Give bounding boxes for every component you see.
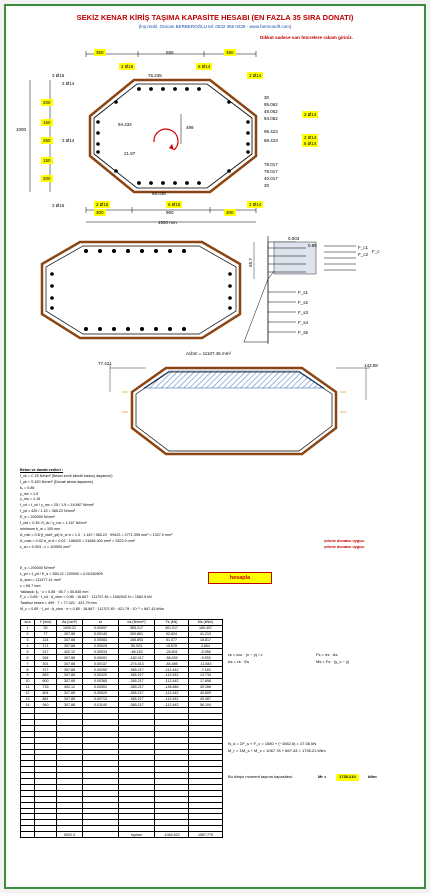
table-cell: -84.485: [155, 661, 189, 667]
table-cell: 40.809: [189, 690, 223, 696]
bar-top-1[interactable]: 2 Ø16: [121, 64, 134, 69]
table-cell: 401.017: [155, 625, 189, 631]
force-fs3: F_s3: [298, 310, 309, 315]
mat-row-7: f_yd = 420 / 1.15 = 365.22 N/mm²: [20, 509, 76, 514]
table-cell: 17.898: [189, 678, 223, 684]
footer-label: toplam: [119, 832, 155, 838]
dim-bottom-left[interactable]: 300: [96, 210, 104, 215]
table-cell: 365.217: [119, 625, 155, 631]
mat-row-4: γ_mc = 1.5: [20, 491, 39, 496]
table-cell: -9.933: [189, 655, 223, 661]
table-cell: -112.442: [155, 678, 189, 684]
footer-as: 5002.3: [57, 832, 83, 838]
dim-bottom-right[interactable]: 300: [226, 210, 234, 215]
table-cell: -146.860: [155, 684, 189, 690]
table-cell: 40.266: [189, 684, 223, 690]
result-symbol: Mr =: [318, 774, 327, 779]
inner-dim-2: 94.434: [118, 122, 132, 127]
left-bar-3: 2 Ø14: [62, 138, 75, 143]
result-unit: kNm: [368, 774, 377, 779]
table-footer-row: [21, 832, 223, 838]
table-cell: 307.88: [57, 631, 83, 637]
table-cell: 0.00252: [83, 667, 119, 673]
bar-right-3[interactable]: 6 Ø14: [304, 141, 317, 146]
table-cell: 307.88: [57, 690, 83, 696]
right-offset-7: 79.017: [264, 162, 278, 167]
materials-block: [20, 468, 320, 550]
table-cell: 165.893: [119, 637, 155, 643]
table-cell: 13.734: [189, 673, 223, 679]
right-offset-6: 88.423: [264, 138, 278, 143]
calculation-sheet: [4, 4, 426, 889]
left-bar-1: 3 Ø16: [52, 73, 65, 78]
right-offset-1: 30: [264, 95, 270, 100]
left-bar-2: 2 Ø14: [62, 81, 75, 86]
dim-top-right[interactable]: 350: [226, 50, 234, 55]
table-body: [21, 625, 223, 831]
max-check-ok: çekme donatısı uygun.: [324, 545, 365, 549]
table-cell: -182.017: [119, 655, 155, 661]
mat-row-5: γ_ms = 1.15: [20, 497, 41, 502]
force-fc2: F_c2: [358, 252, 369, 257]
table-cell: 307.88: [57, 702, 83, 708]
left-height-2[interactable]: 150: [43, 120, 51, 125]
table-cell: 169.497: [189, 625, 223, 631]
dim-bottom-mid: 950: [166, 210, 174, 215]
table-cell: 1: [21, 625, 35, 631]
table-cell: -365.217: [119, 684, 155, 690]
force-fs1: F_s1: [298, 290, 309, 295]
force-fs2: F_s2: [298, 300, 309, 305]
table-cell: 940: [35, 702, 57, 708]
eq-force: Fs = σs · As: [316, 652, 338, 657]
col-y: Y (mm): [35, 620, 57, 626]
table-cell: 51.077: [155, 637, 189, 643]
table-cell: 12: [21, 690, 35, 696]
table-cell: 0.00091: [83, 655, 119, 661]
table-cell: 41.213: [189, 631, 223, 637]
force-fs5: F_s5: [298, 330, 309, 335]
table-cell: -365.217: [119, 690, 155, 696]
iter-row-3: Δ_sum = 111477.41 mm²: [20, 577, 61, 582]
table-cell: 307.88: [57, 661, 83, 667]
inner-dim-1: 76.235: [148, 73, 162, 78]
depth-c-label: 65.7: [247, 258, 253, 267]
table-cell: 1005.31: [57, 625, 83, 631]
bar-right-2[interactable]: 2 Ø14: [304, 135, 317, 140]
nd-line: N_d = ΣF_s + F_c = 1580 + (−1062.6) = 27.06 kN: [228, 741, 317, 746]
eq-strain: εs = εcu · (c − y) / c: [228, 652, 263, 657]
table-cell: -365.217: [119, 673, 155, 679]
table-cell: 56.104: [189, 702, 223, 708]
mat-row-8: E_s = 200000 N/mm²: [20, 515, 55, 520]
mat-row-3: k₁ = 0.85: [20, 485, 35, 490]
table-cell: 264: [35, 655, 57, 661]
materials-title: Beton ve donatı verileri :: [20, 468, 64, 472]
table-cell: 10: [21, 678, 35, 684]
dim-top-mid: 650: [166, 50, 174, 55]
table-cell: 307.88: [57, 667, 83, 673]
table-cell: 307.88: [57, 643, 83, 649]
table-cell: 600: [35, 678, 57, 684]
table-cell: 0.00033: [83, 649, 119, 655]
stress-block-factor: 0.85: [308, 243, 317, 248]
table-cell: 301: [35, 661, 57, 667]
force-fs4: F_s4: [298, 320, 309, 325]
left-height-5[interactable]: 200: [43, 176, 51, 181]
table-cell: -112.442: [155, 696, 189, 702]
table-cell: 0.00365: [83, 678, 119, 684]
inner-dim-4: 68.038: [152, 191, 166, 196]
table-cell: 402.12: [57, 684, 83, 690]
iter-row-8: M_c = 0.85 · f_cd · A_cbm · e = 0.85 · 16.667 · 111707.45 · 421.79 · 10⁻⁶ = 667.43 kNm: [20, 607, 165, 612]
table-cell: 0.00025: [83, 643, 119, 649]
table-cell: -365.217: [119, 678, 155, 684]
right-offset-4: 94.052: [264, 116, 278, 121]
force-fc: F_c: [372, 249, 380, 254]
table-cell: 3: [21, 637, 35, 643]
table-cell: 18.817: [189, 637, 223, 643]
inner-dim-3: 21.97: [124, 151, 136, 156]
col-as: As (mm²): [57, 620, 83, 626]
bar-bottom-2[interactable]: 6 Ø16: [168, 202, 181, 207]
iter-row-5: Yaklaşık: k₁ · c = 0.85 · 65.7 = 55.845 mm: [20, 589, 89, 594]
eq-moment: Ms = Fs · (y_c − y): [316, 659, 350, 664]
bar-bottom-3[interactable]: 2 Ø14: [249, 202, 262, 207]
col-ms: Ms (kNm): [189, 620, 223, 626]
table-cell: -7.183: [189, 667, 223, 673]
table-cell: 2: [21, 631, 35, 637]
table-cell: 0.00320: [83, 673, 119, 679]
table-cell: 11: [21, 684, 35, 690]
table-cell: -274.413: [119, 661, 155, 667]
table-cell: 377: [35, 667, 57, 673]
table-cell: -112.442: [155, 667, 189, 673]
input-note: Dikkat sadece sarı hücrelere rakam giriniz.: [260, 35, 353, 40]
table-cell: 5: [21, 649, 35, 655]
table-cell: 881: [35, 696, 57, 702]
table-cell: 0.00083: [83, 637, 119, 643]
right-offset-10: 30: [264, 183, 270, 188]
table-cell: 0.00620: [83, 690, 119, 696]
right-offset-5: 95.423: [264, 129, 278, 134]
header: [6, 6, 424, 42]
iter-row-1: E_s = 200000 N/mm²: [20, 566, 55, 570]
result-value: 1735.210: [336, 774, 359, 781]
table-cell: 307.88: [57, 637, 83, 643]
col-fs: Fs (kN): [155, 620, 189, 626]
overall-height: 1000: [16, 127, 27, 132]
table-cell: 715: [35, 684, 57, 690]
table-cell: -112.442: [155, 673, 189, 679]
iteration-block: [20, 566, 380, 613]
table-cell: -112.442: [155, 702, 189, 708]
mat-row-1[interactable]: f_ck = C 25 N/mm² (Beton sınıfı silindir basınç dayanımı): [20, 473, 113, 478]
table-cell: 0.01140: [83, 702, 119, 708]
table-cell: -56.039: [155, 655, 189, 661]
inner-dim-5: 499: [186, 125, 194, 130]
table-cell: -112.442: [155, 690, 189, 696]
mat-row-10: minimum b_w = 100 mm: [20, 526, 61, 531]
col-sira: sıra: [21, 620, 35, 626]
iter-row-4: c = 65.7 mm: [20, 583, 41, 588]
bar-right-1[interactable]: 2 Ø14: [304, 112, 317, 117]
table-cell: -365.217: [119, 667, 155, 673]
col-eps: εs: [83, 620, 119, 626]
bar-top-3[interactable]: 3 Ø14: [249, 73, 262, 78]
table-cell: 307.88: [57, 655, 83, 661]
table-cell: 13: [21, 696, 35, 702]
iter-row-7: Tarafsız eksen = 499 · 7 = 77.421 · 421.79 mm: [20, 601, 97, 606]
result-label: Bu kirişin moment taşıma kapasitesi:: [228, 774, 293, 779]
table-cell: 0.00502: [83, 684, 119, 690]
table-cell: 4: [21, 643, 35, 649]
force-fc1: F_c1: [358, 245, 369, 250]
mat-row-6: f_cd = f_ck / γ_mc = 25 / 1.5 = 16.667 N/mm²: [20, 503, 94, 508]
table-cell: -5.958: [189, 649, 223, 655]
compression-zone-drawing: [6, 356, 424, 466]
table-cell: 49.467: [189, 696, 223, 702]
table-cell: 307.88: [57, 673, 83, 679]
right-offset-9: 40.017: [264, 176, 278, 181]
right-offset-2: 95.062: [264, 102, 278, 107]
table-cell: 77: [35, 631, 57, 637]
eq-stress: σs = εs · Es: [228, 659, 250, 664]
results-table: [20, 619, 223, 838]
table-cell: -365.217: [119, 696, 155, 702]
overall-width: 1550 mm: [158, 220, 177, 225]
bar-bottom-1[interactable]: 2 Ø16: [96, 202, 109, 207]
table-cell: 15.678: [155, 643, 189, 649]
table-cell: 300.861: [119, 631, 155, 637]
table-cell: 307.88: [57, 696, 83, 702]
table-cell: 4.664: [189, 643, 223, 649]
table-cell: 402.12: [57, 649, 83, 655]
col-sigma: σs (N/mm²): [119, 620, 155, 626]
table-cell: -365.217: [119, 702, 155, 708]
table-cell: 30: [35, 625, 57, 631]
table-cell: 563: [35, 673, 57, 679]
footer-fs: -1062.622: [155, 832, 189, 838]
mat-row-2[interactable]: f_yk = S 420 N/mm² (Donatı akma dayanımı): [20, 479, 94, 484]
table-cell: 92.624: [155, 631, 189, 637]
table-cell: 217: [35, 649, 57, 655]
table-cell: 0.00137: [83, 661, 119, 667]
dim-top-left[interactable]: 350: [96, 50, 104, 55]
compression-left-val: 77.421: [98, 361, 112, 366]
left-height-4[interactable]: 150: [43, 158, 51, 163]
mat-row-9: f_ctd = 0.35·√f_ck / γ_mc = 1.167 N/mm²: [20, 521, 87, 526]
min-check-ok: çekme donatısı uygun.: [324, 539, 365, 543]
strain-eps-cu: 0.003: [288, 236, 300, 241]
hesapla-button[interactable]: hesapla: [208, 572, 272, 584]
table-cell: 9: [21, 673, 35, 679]
left-height-1[interactable]: 200: [43, 100, 51, 105]
table-cell: 0.00097: [83, 625, 119, 631]
mat-row-11: A_min = 0.8·(f_ctd/f_yd)·b_w·d = 1.0 · 1.167 / 365.22 · 99423 = 2771.395 mm² > 1327.0 mm²: [20, 532, 173, 537]
table-cell: 171: [35, 643, 57, 649]
iter-row-6: F_c = 0.85 · f_cd · A_cbm = 0.85 · 16.667 · 111707.45 = 1582542 N = 1582.5 kN: [20, 595, 152, 600]
table-cell: 8: [21, 667, 35, 673]
table-cell: 0.00713: [83, 696, 119, 702]
left-height-3[interactable]: 250: [43, 138, 51, 143]
table-cell: -11.843: [189, 661, 223, 667]
table-cell: -66.152: [119, 649, 155, 655]
table-cell: -26.601: [155, 649, 189, 655]
md-line: M_r = ΣM_s + M_c = 1067.78 + 667.43 = 1735.21 kNm: [228, 748, 326, 753]
table-cell: 804: [35, 690, 57, 696]
footer-ms: 1067.779: [189, 832, 223, 838]
table-cell: 14: [21, 702, 35, 708]
table-cell: 0.00140: [83, 631, 119, 637]
table-cell: 307.88: [57, 678, 83, 684]
right-offset-3: 48.052: [264, 109, 278, 114]
compression-right-val: 143.08: [364, 363, 378, 368]
page-subtitle: (İnş.mühl. Gürcan BERBEROĞLU tel: 0532 366 0238 - www.hermosoft.com): [138, 24, 292, 29]
table-cell: 7: [21, 661, 35, 667]
mat-row-12: A_max = 0.02·b_w·d = 0.02 · 108420 = 21684.400 mm² > 3322.9 mm²: [20, 538, 135, 543]
page-title: SEKİZ KENAR KİRİŞ TAŞIMA KAPASİTE HESABI (EN FAZLA 35 SIRA DONATI): [76, 13, 354, 22]
right-offset-8: 79.017: [264, 169, 278, 174]
table-cell: 124: [35, 637, 57, 643]
bar-top-2[interactable]: 6 Ø14: [198, 64, 211, 69]
mat-row-13: ε_cu = 0.003 ; c = 110500 mm²: [20, 544, 71, 549]
table-cell: 50.923: [119, 643, 155, 649]
left-bar-4: 2 Ø16: [52, 203, 65, 208]
table-cell: 6: [21, 655, 35, 661]
iter-row-2: ε_yd = f_yd / E_s = 365.22 / 200000 = 0.00182609: [20, 571, 103, 576]
compression-area-label: Acbm = 11107.45 mm²: [186, 351, 231, 356]
